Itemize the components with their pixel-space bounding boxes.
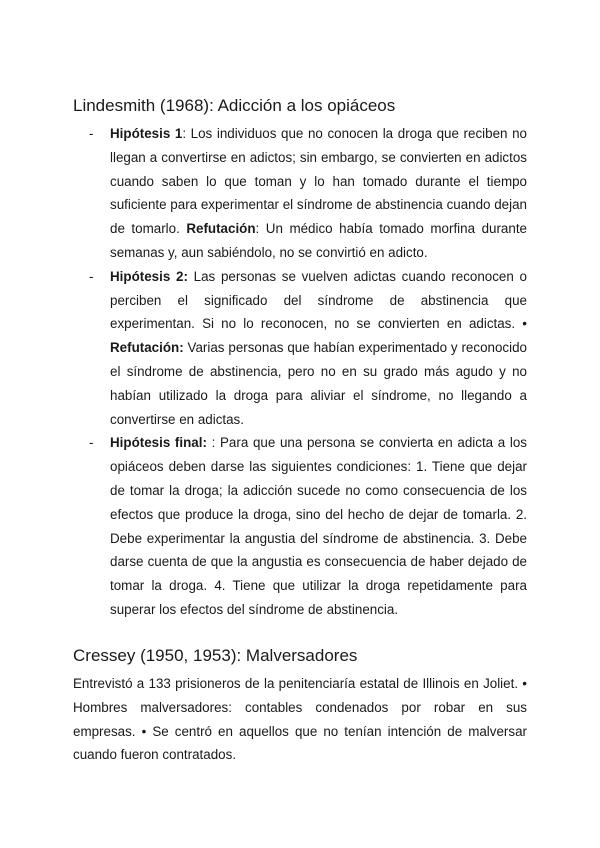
hypothesis-label: Hipótesis 2: xyxy=(110,268,188,284)
cressey-paragraph: Entrevistó a 133 prisioneros de la penitenciaría estatal de Illinois en Joliet. • Hombres malversadores: contables condenados por robar en sus empresas. • Se centró en aquellos que no tenían intención de malversar cuando fueron contratados. xyxy=(73,676,527,763)
section-heading-lindesmith: Lindesmith (1968): Adicción a los opiáceos xyxy=(73,96,396,115)
list-item xyxy=(89,122,527,265)
hypothesis-text: : Para que una persona se convierta en adicta a los opiáceos deben darse las siguientes condiciones: 1. Tiene que dejar de tomar la droga; la adicción sucede no como consecuencia de los efectos que produce la droga, sino del hecho de dejar de tomarla. 2. Debe experimentar la angustia del síndrome de abstinencia. 3. Debe darse cuenta de que la angustia es consecuencia de haber dejado de tomar la droga. 4. Tiene que utilizar la droga repetidamente para superar los efectos del síndrome de abstinencia. xyxy=(110,435,528,617)
list-item xyxy=(89,265,527,432)
list-item xyxy=(89,431,527,621)
hypothesis-label: Hipótesis final: xyxy=(110,435,207,451)
refutation-label: Refutación xyxy=(186,221,256,237)
section-heading-cressey: Cressey (1950, 1953): Malversadores xyxy=(73,646,358,665)
refutation-text: Varias personas que habían experimentado y reconocido el síndrome de abstinencia, pero no en su grado más agudo y no habían utilizado la droga para aliviar el síndrome, no llegando a convertirse en adictas. xyxy=(110,340,527,427)
hypothesis-text: Las personas se vuelven adictas cuando reconocen o perciben el significado del síndrome de abstinencia que experimentan. Si no lo reconocen, no se convierten en adictas. • xyxy=(110,268,527,332)
refutation-label: Refutación: xyxy=(110,340,184,356)
list-dash: - xyxy=(89,435,94,451)
list-dash: - xyxy=(89,126,94,141)
hypothesis-label: Hipótesis 1 xyxy=(110,126,183,141)
list-dash: - xyxy=(89,268,94,284)
hypothesis-text: : Los individuos que no conocen la droga que reciben no llegan a convertirse en adictos; sin embargo, se convierten en adictos cuando saben lo que toman y lo han tomado durante el tiempo suficiente para experimentar el síndrome de abstinencia cuando dejan de tomarlo. xyxy=(110,126,527,237)
hypothesis-list xyxy=(89,122,527,622)
refutation-text: : Un médico había tomado morfina durante semanas y, aun sabiéndolo, no se convirtió en adicto. xyxy=(110,221,527,260)
